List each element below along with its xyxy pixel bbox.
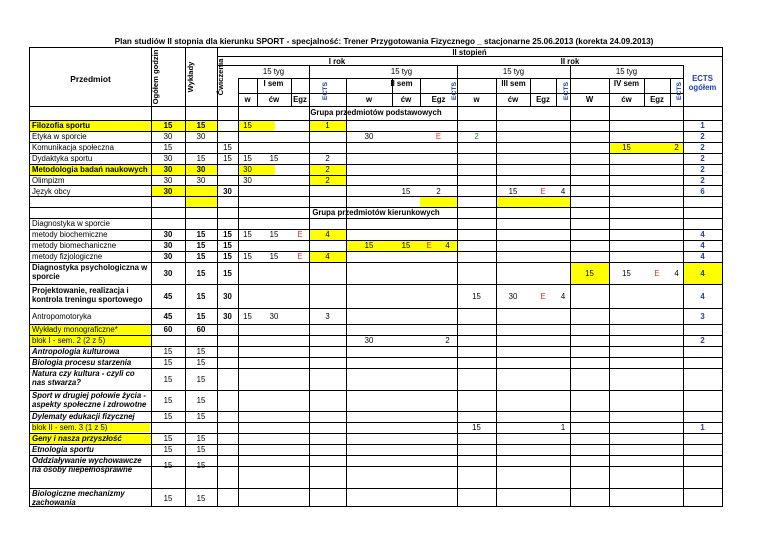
- cell: 4: [560, 187, 566, 196]
- subject-header: Przedmiot: [70, 74, 111, 84]
- cell: 4: [560, 292, 566, 301]
- subject-name: Wykłady monograficzne*: [32, 325, 118, 334]
- cell: 30: [223, 292, 232, 301]
- col-ects-4: ECTS: [676, 81, 683, 101]
- cell: 15: [196, 347, 206, 356]
- cell: 15: [196, 434, 206, 443]
- cell: 15: [269, 154, 279, 163]
- col-ects-2: ECTS: [451, 81, 458, 101]
- col-cw: ćw: [268, 95, 280, 104]
- cell: 60: [163, 325, 173, 334]
- cell-ects-total: 2: [700, 154, 705, 163]
- group-basic: Grupa przedmiotów podstawowych: [310, 108, 442, 117]
- subject-name: Filozofia sportu: [32, 121, 91, 130]
- weeks-label: 15 tyg: [502, 67, 525, 76]
- semester-4-label: IV sem: [613, 79, 640, 88]
- col-w: W: [585, 95, 594, 104]
- cell-ects-total: 1: [700, 423, 705, 432]
- cell: 30: [163, 132, 173, 141]
- col-w: w: [473, 95, 480, 104]
- cell: 15: [196, 154, 206, 163]
- cell: E: [435, 132, 442, 141]
- cell: 15: [622, 269, 631, 278]
- study-plan-table: [29, 47, 723, 507]
- cell: 30: [163, 230, 173, 239]
- cell-ects-total: 4: [700, 269, 705, 278]
- col-ects-3: ECTS: [563, 81, 570, 101]
- cell: 15: [223, 230, 232, 239]
- cell: 15: [163, 494, 173, 503]
- col-egz: Egz: [536, 95, 550, 104]
- cell: 15: [223, 241, 232, 250]
- cell: 30: [223, 187, 232, 196]
- page-title: Plan studiów II stopnia dla kierunku SPORT - specjalność: Trener Przygotowania Fizycznego _ stacjonarne 25.06.2013 (korekta 24.09.2013): [114, 37, 654, 46]
- cell: 15: [223, 143, 232, 152]
- subject-name: metody biomechaniczne: [32, 241, 117, 250]
- cell-ects-total: 2: [700, 336, 705, 345]
- cell: 15: [243, 121, 252, 130]
- cell: 2: [674, 143, 679, 152]
- block-label: blok I - sem. 2 (2 z 5): [32, 336, 106, 345]
- degree-label: II stopień: [452, 48, 487, 57]
- col-ects-1: ECTS: [322, 81, 329, 101]
- cell-ects-total: 2: [700, 132, 705, 141]
- cell: 2: [474, 132, 479, 141]
- cell: 15: [196, 252, 206, 261]
- cell: 15: [196, 375, 206, 384]
- cell: 15: [163, 461, 173, 470]
- cell: 15: [196, 230, 206, 239]
- cell: 45: [163, 292, 173, 301]
- cell: E: [654, 269, 660, 278]
- cell: 1: [325, 121, 330, 130]
- subject-name: Biologiczne mechanizmy zachowania: [32, 489, 125, 507]
- col-egz: Egz: [293, 95, 307, 104]
- cell: 30: [163, 241, 173, 250]
- cell-ects-total: 2: [700, 176, 705, 185]
- subject-name: Język obcy: [32, 187, 71, 196]
- col-cw: ćw: [507, 95, 519, 104]
- col-w: w: [365, 95, 373, 104]
- cell: 15: [196, 494, 206, 503]
- col-cw: ćw: [400, 95, 412, 104]
- cell: 30: [196, 176, 206, 185]
- subject-name: Sport w drugiej połowie życia - aspekty społeczne i zdrowotne: [32, 391, 147, 409]
- cell: 4: [325, 252, 330, 261]
- cell-ects-total: 4: [700, 292, 705, 301]
- cell: 15: [163, 396, 173, 405]
- cell: 30: [163, 252, 173, 261]
- cell-ects-total: 2: [700, 143, 705, 152]
- cell: 15: [163, 143, 173, 152]
- subject-name: Geny i nasza przyszłość: [32, 434, 122, 443]
- cell: 15: [196, 461, 206, 470]
- subject-name: Etyka w sporcie: [32, 132, 87, 141]
- year-1-label: I rok: [328, 57, 346, 66]
- cell: 15: [269, 252, 279, 261]
- cell: 4: [674, 269, 679, 278]
- cell: 15: [163, 445, 173, 454]
- cell: 15: [196, 396, 206, 405]
- cell: 2: [436, 187, 441, 196]
- cell: 30: [163, 165, 173, 174]
- lectures-header: Wykłady: [186, 61, 195, 93]
- cell: 30: [163, 176, 173, 185]
- cell: 15: [196, 292, 206, 301]
- cell: 30: [223, 312, 232, 321]
- cell: 15: [472, 423, 481, 432]
- cell: 15: [223, 154, 232, 163]
- subject-name: Natura czy kultura - czyli co nas stwarza?: [32, 369, 135, 387]
- cell: 4: [325, 230, 330, 239]
- cell: 1: [560, 423, 566, 432]
- subject-name: Diagnostyka psychologiczna w sporcie: [32, 263, 148, 281]
- subject-name: Metodologia badań naukowych: [32, 165, 148, 174]
- cell: E: [297, 230, 303, 239]
- cell: 3: [325, 312, 330, 321]
- subject-name: Antropologia kulturowa: [32, 347, 120, 356]
- cell: 30: [364, 132, 374, 141]
- semester-2-label: II sem: [390, 79, 413, 88]
- weeks-label: 15 tyg: [390, 67, 413, 76]
- cell: 2: [325, 176, 330, 185]
- subject-name: metody biochemiczne: [32, 230, 108, 239]
- subject-name: Diagnostyka w sporcie: [32, 219, 111, 228]
- col-egz: Egz: [431, 95, 446, 104]
- cell: 15: [243, 230, 252, 239]
- cell: 15: [585, 269, 594, 278]
- cell: E: [540, 292, 546, 301]
- cell: 15: [196, 412, 206, 421]
- cell: 30: [243, 165, 252, 174]
- cell: 30: [364, 336, 374, 345]
- cell: 60: [196, 325, 206, 334]
- cell: 15: [196, 269, 206, 278]
- group-field: Grupa przedmiotów kierunkowych: [312, 208, 440, 217]
- cell: 30: [243, 176, 252, 185]
- total-hours-header: Ogółem godzin: [151, 49, 160, 105]
- subject-name: Dydaktyka sportu: [32, 154, 93, 163]
- cell: E: [540, 187, 546, 196]
- cell: 15: [163, 358, 173, 367]
- weeks-label: 15 tyg: [262, 67, 285, 76]
- cell-ects-total: 4: [700, 252, 705, 261]
- ects-total-header: ECTS: [692, 74, 713, 83]
- cell: 15: [223, 269, 232, 278]
- cell-ects-total: 6: [700, 187, 705, 196]
- subject-name: Oddziaływanie wychowawcze na osoby niepełnosprawne: [32, 456, 142, 474]
- subject-name: metody fizjologiczne: [32, 252, 103, 261]
- cell: 2: [325, 154, 330, 163]
- cell: 15: [196, 358, 206, 367]
- exercises-header: Ćwiczenia: [216, 58, 225, 96]
- cell: 15: [508, 187, 518, 196]
- cell: 15: [401, 187, 411, 196]
- cell: 45: [163, 312, 173, 321]
- subject-name: Komunikacja społeczna: [32, 143, 114, 152]
- cell: 30: [196, 165, 206, 174]
- cell-ects-total: 1: [700, 121, 705, 130]
- subject-name: Etnologia sportu: [32, 445, 94, 454]
- cell: 15: [472, 292, 481, 301]
- cell: 30: [163, 154, 173, 163]
- cell: 15: [163, 121, 173, 130]
- cell: 15: [269, 230, 279, 239]
- cell: 2: [325, 165, 330, 174]
- cell: 30: [163, 187, 173, 196]
- cell: 15: [622, 143, 631, 152]
- cell: 30: [269, 312, 279, 321]
- cell: 30: [163, 269, 173, 278]
- cell: E: [426, 241, 432, 250]
- cell: 15: [196, 312, 206, 321]
- semester-3-label: III sem: [501, 79, 526, 88]
- cell: 15: [243, 252, 252, 261]
- cell: 15: [364, 241, 374, 250]
- subject-name: Dylematy edukacji fizycznej: [32, 412, 135, 421]
- cell: 15: [196, 121, 206, 130]
- cell: 4: [445, 241, 450, 250]
- cell: 15: [243, 312, 252, 321]
- cell: 30: [508, 292, 518, 301]
- subject-name: Biologia procesu starzenia: [32, 358, 132, 367]
- col-w: w: [244, 95, 251, 104]
- cell: 30: [196, 132, 206, 141]
- col-egz: Egz: [650, 95, 664, 104]
- cell: 15: [163, 375, 173, 384]
- year-2-label: II rok: [560, 57, 580, 66]
- subject-name: Projektowanie, realizacja i kontrola treningu sportowego: [32, 286, 143, 304]
- subject-name: Olimpizm: [32, 176, 65, 185]
- cell: 15: [196, 445, 206, 454]
- cell: 15: [163, 347, 173, 356]
- cell: 15: [401, 241, 411, 250]
- subject-name: Antropomotoryka: [32, 312, 92, 321]
- cell-ects-total: 2: [700, 165, 705, 174]
- cell-ects-total: 3: [700, 312, 705, 321]
- cell: 15: [163, 412, 173, 421]
- cell: 15: [223, 252, 232, 261]
- cell: E: [297, 252, 303, 261]
- cell: 15: [243, 154, 252, 163]
- weeks-label: 15 tyg: [615, 67, 638, 76]
- cell: 15: [196, 241, 206, 250]
- cell: 15: [163, 434, 173, 443]
- cell: 2: [445, 336, 450, 345]
- block-label: blok II - sem. 3 (1 z 5): [32, 423, 150, 432]
- semester-1-label: I sem: [263, 79, 284, 88]
- cell-ects-total: 4: [700, 241, 705, 250]
- col-cw: ćw: [621, 95, 632, 104]
- cell-ects-total: 4: [700, 230, 705, 239]
- ects-total-header-2: ogółem: [688, 83, 717, 92]
